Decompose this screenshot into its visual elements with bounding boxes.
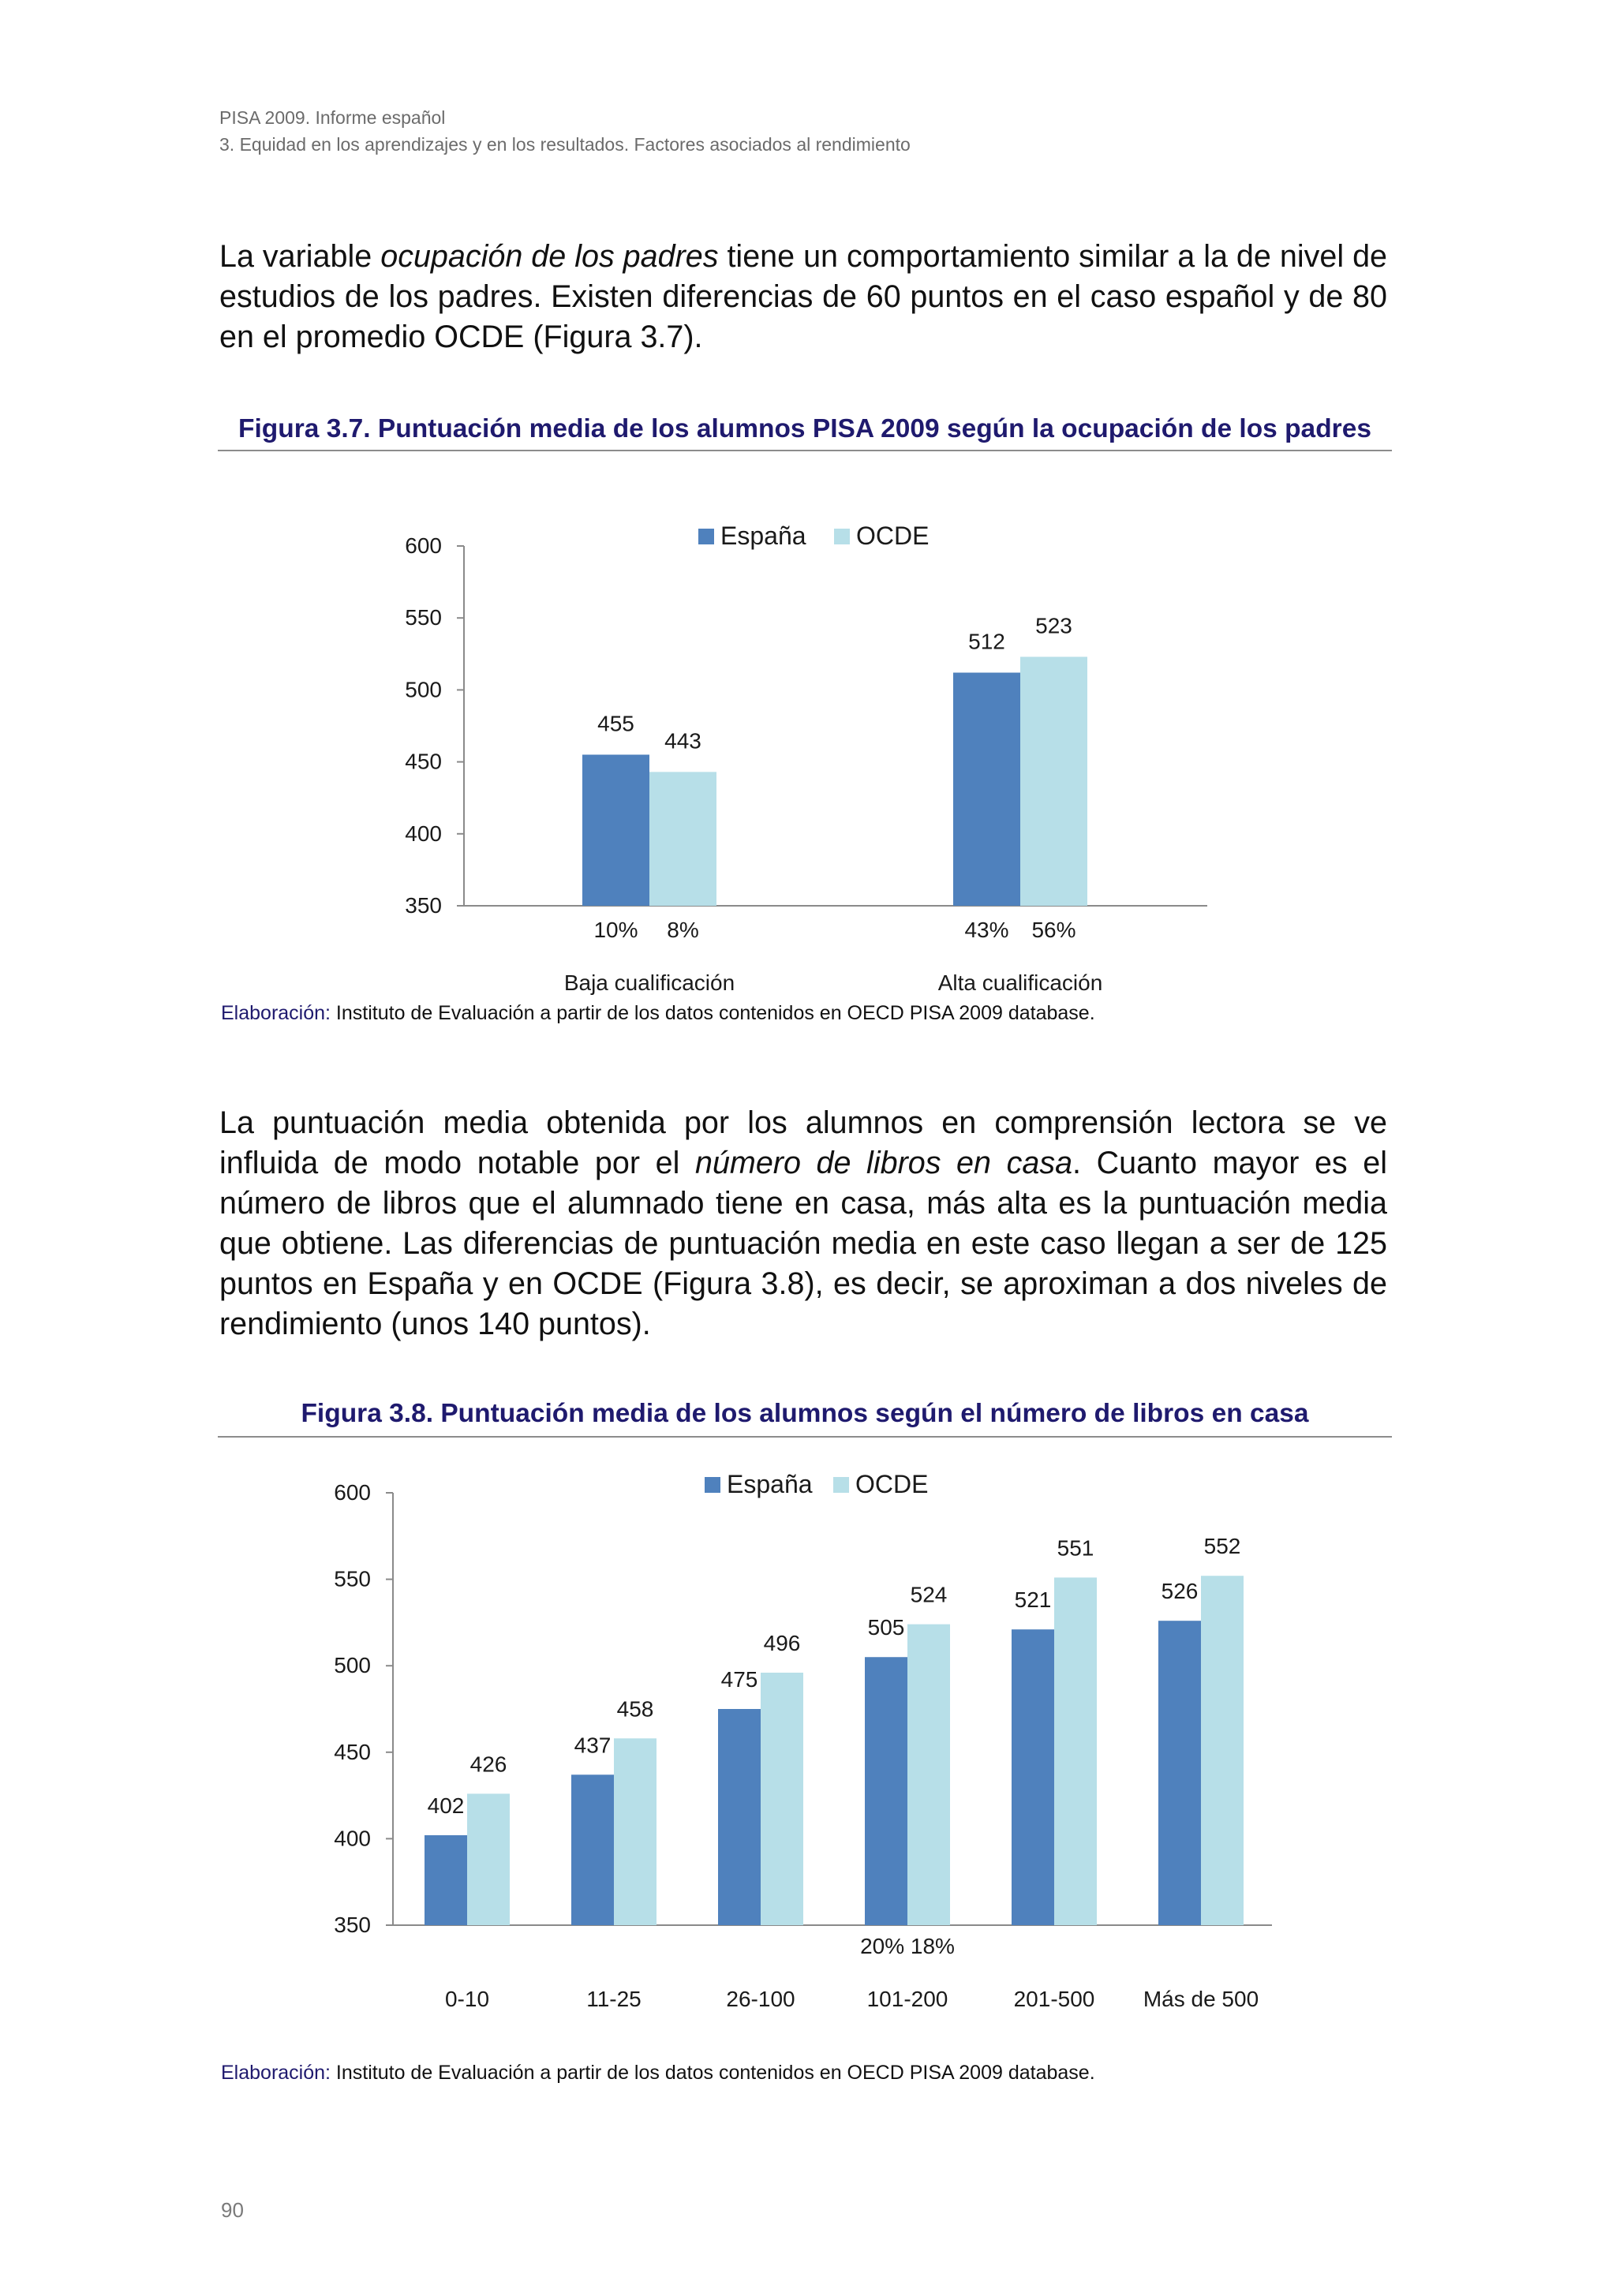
bar-espana bbox=[953, 673, 1020, 906]
legend-swatch-espana bbox=[698, 529, 714, 544]
y-tick-label: 450 bbox=[334, 1739, 371, 1764]
y-tick-label: 500 bbox=[334, 1653, 371, 1678]
bar-annotation: 20% 18% bbox=[860, 1934, 955, 1958]
chart-1 bbox=[0, 473, 1616, 1026]
bar-ocde bbox=[467, 1793, 510, 1925]
legend-swatch-ocde bbox=[834, 529, 850, 544]
category-label: 101-200 bbox=[866, 1987, 948, 2011]
data-label: 437 bbox=[574, 1733, 612, 1758]
y-tick-label: 550 bbox=[405, 605, 442, 630]
paragraph-2-after: . Cuanto mayor es el número de libros que el alumnado tiene en casa, más alta es la puntuación media que obtiene. Las diferencias de puntuación media en este caso llegan a ser de 125 puntos en España y en OCDE (Figura 3.8), es decir, se aproximan a dos niveles de rendimiento (unos 140 puntos). bbox=[219, 1146, 1388, 1341]
bar-espana bbox=[425, 1835, 467, 1925]
y-tick-label: 350 bbox=[405, 893, 442, 918]
data-label: 402 bbox=[427, 1793, 465, 1819]
legend-label: España bbox=[727, 1470, 813, 1498]
bar-espana bbox=[1158, 1621, 1201, 1925]
figure-2-rule bbox=[218, 1436, 1392, 1438]
bar-ocde bbox=[649, 772, 716, 906]
legend-label: OCDE bbox=[855, 1470, 929, 1498]
data-label: 426 bbox=[469, 1752, 507, 1777]
legend-label: España bbox=[720, 522, 806, 550]
header-line-1: PISA 2009. Informe español bbox=[219, 107, 446, 128]
bar-espana bbox=[1012, 1629, 1054, 1925]
data-label: 526 bbox=[1161, 1579, 1199, 1604]
percent-label: 43% bbox=[964, 918, 1009, 942]
running-header bbox=[219, 104, 911, 158]
header-line-2: 3. Equidad en los aprendizajes y en los resultados. Factores asociados al rendimiento bbox=[219, 134, 911, 155]
paragraph-1-before: La variable bbox=[219, 239, 381, 274]
legend-swatch-ocde bbox=[833, 1477, 849, 1493]
data-label: 512 bbox=[968, 629, 1005, 654]
data-label: 475 bbox=[720, 1667, 758, 1692]
category-label: 201-500 bbox=[1013, 1987, 1095, 2011]
category-label: Más de 500 bbox=[1143, 1987, 1259, 2011]
bar-ocde bbox=[1201, 1576, 1244, 1925]
y-tick-label: 450 bbox=[405, 749, 442, 774]
y-tick-label: 550 bbox=[334, 1566, 371, 1591]
y-tick-label: 600 bbox=[405, 533, 442, 558]
category-label: Baja cualificación bbox=[563, 970, 735, 995]
paragraph-1-italic: ocupación de los padres bbox=[380, 239, 719, 274]
figure-2-source-label: Elaboración: bbox=[221, 2062, 331, 2084]
bar-ocde bbox=[1054, 1577, 1097, 1925]
bar-espana bbox=[582, 754, 649, 906]
figure-2-title: Figura 3.8. Puntuación media de los alumnos según el número de libros en casa bbox=[301, 1399, 1309, 1428]
percent-label: 10% bbox=[593, 918, 638, 942]
chart-2 bbox=[0, 1444, 1616, 2075]
figure-1-title: Figura 3.7. Puntuación media de los alumnos PISA 2009 según la ocupación de los padres bbox=[238, 414, 1371, 443]
data-label: 552 bbox=[1203, 1534, 1241, 1559]
data-label: 458 bbox=[616, 1696, 654, 1722]
data-label: 443 bbox=[664, 728, 701, 753]
figure-1-source-text: Instituto de Evaluación a partir de los datos contenidos en OECD PISA 2009 database. bbox=[330, 1002, 1095, 1024]
percent-label: 8% bbox=[667, 918, 699, 942]
data-label: 521 bbox=[1014, 1587, 1052, 1613]
bar-ocde bbox=[1020, 656, 1087, 906]
data-label: 551 bbox=[1057, 1535, 1094, 1561]
bar-espana bbox=[571, 1774, 614, 1925]
y-tick-label: 600 bbox=[334, 1480, 371, 1505]
figure-1-rule bbox=[218, 450, 1392, 451]
y-tick-label: 500 bbox=[405, 677, 442, 702]
bar-espana bbox=[865, 1657, 907, 1925]
figure-2-source bbox=[221, 2062, 1095, 2085]
y-tick-label: 400 bbox=[334, 1826, 371, 1851]
percent-label: 56% bbox=[1031, 918, 1076, 942]
figure-1-source-label: Elaboración: bbox=[221, 1002, 331, 1024]
bar-ocde bbox=[907, 1625, 950, 1925]
data-label: 455 bbox=[597, 711, 634, 736]
figure-1-source bbox=[221, 1002, 1095, 1025]
page-number: 90 bbox=[221, 2198, 244, 2222]
paragraph-2 bbox=[219, 1103, 1387, 1344]
legend-label: OCDE bbox=[856, 522, 930, 550]
paragraph-2-before: La puntuación media obtenida por los alumnos en comprensión lectora se ve influida de modo notable por el bbox=[219, 1105, 1387, 1180]
data-label: 505 bbox=[867, 1615, 905, 1640]
paragraph-1-after: tiene un comportamiento similar a la de nivel de estudios de los padres. Existen diferencias de 60 puntos en el caso español y de 80 en el promedio OCDE (Figura 3.7). bbox=[219, 239, 1388, 354]
bar-ocde bbox=[614, 1738, 656, 1925]
y-tick-label: 350 bbox=[334, 1913, 371, 1937]
y-tick-label: 400 bbox=[405, 821, 442, 846]
data-label: 524 bbox=[910, 1582, 948, 1607]
paragraph-2-italic: número de libros en casa bbox=[694, 1146, 1073, 1180]
bar-espana bbox=[718, 1709, 761, 1925]
bar-ocde bbox=[761, 1673, 803, 1925]
legend-swatch-espana bbox=[705, 1477, 720, 1493]
category-label: 0-10 bbox=[444, 1987, 490, 2011]
data-label: 496 bbox=[763, 1630, 801, 1655]
data-label: 523 bbox=[1035, 613, 1072, 638]
figure-2-source-text: Instituto de Evaluación a partir de los datos contenidos en OECD PISA 2009 database. bbox=[330, 2062, 1095, 2084]
paragraph-1 bbox=[219, 237, 1387, 357]
category-label: 26-100 bbox=[726, 1987, 795, 2011]
category-label: 11-25 bbox=[586, 1987, 642, 2011]
category-label: Alta cualificación bbox=[937, 970, 1103, 995]
